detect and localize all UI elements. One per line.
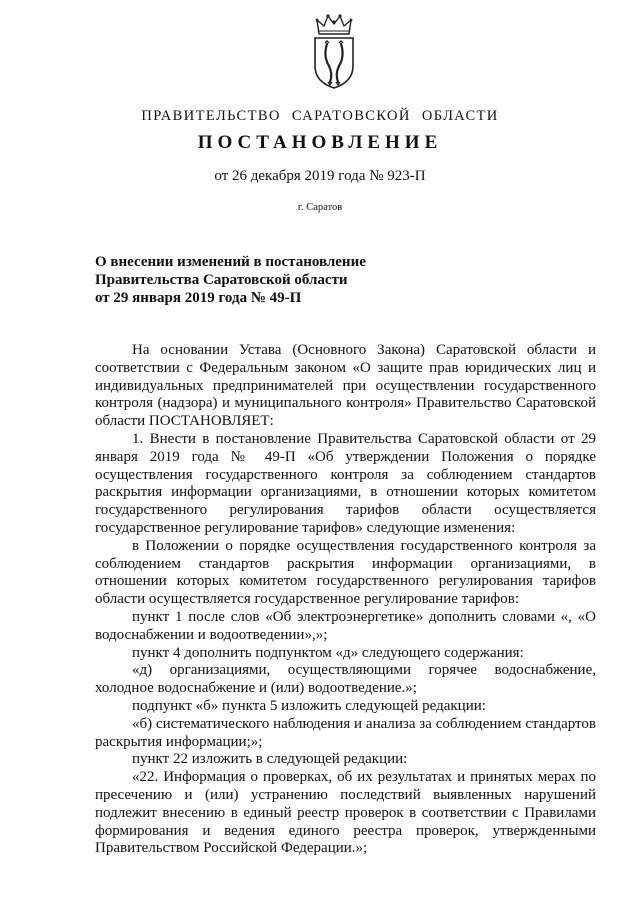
saratov-coat-of-arms-icon: [309, 12, 359, 90]
body-paragraph: «б) систематического наблюдения и анализа за соблюдением стандартов раскрытия информации;»;: [95, 715, 596, 750]
subject-line: О внесении изменений в постановление: [95, 254, 366, 270]
subject-line: Правительства Саратовской области: [95, 272, 348, 288]
body-paragraph: «22. Информация о проверках, об их результатах и принятых мерах по пресечению и (или) устранению последствий выявленных нарушений подлежит внесению в единый реестр проверок в соответствии с Правилами формирования и ведения единого реестра проверок, утвержденными Правительством Российской Федерации.»;: [95, 769, 596, 857]
body-paragraph: пункт 1 после слов «Об электроэнергетике» дополнить словами «, «О водоснабжении и водоотведении»,»;: [95, 608, 596, 643]
subject-line: от 29 января 2019 года № 49-П: [95, 290, 302, 306]
body-paragraph: На основании Устава (Основного Закона) Саратовской области и соответствии с Федеральным законом «О защите прав юридических лиц и индивидуальных предпринимателей при осуществлении государственного контроля (надзора) и муниципального контроля» Правительство Саратовской области ПОСТАНОВЛЯЕТ:: [95, 342, 596, 430]
body-paragraph: в Положении о порядке осуществления государственного контроля за соблюдением стандартов раскрытия информации организациями, в отношении которых комитетом государственного регулирования тарифов области осуществляется государственное регулирование тарифов:: [95, 537, 596, 608]
body-paragraph: «д) организациями, осуществляющими горячее водоснабжение, холодное водоснабжение и (или) водоотведение.»;: [95, 662, 596, 697]
document-type: ПОСТАНОВЛЕНИЕ: [197, 132, 443, 153]
document-subject: [95, 253, 366, 307]
document-date-number: от 26 декабря 2019 года № 923-П: [214, 168, 426, 184]
body-paragraph: 1. Внести в постановление Правительства Саратовской области от 29 января 2019 года № 49-П «Об утверждении Положения о порядке осуществления государственного контроля за соблюдением стандартов раскрытия информации организациями, в отношении которых комитетом государственного регулирования тарифов области осуществляется государственное регулирование тарифов» следующие изменения:: [95, 430, 596, 536]
document-body: [95, 342, 596, 858]
body-paragraph: пункт 4 дополнить подпунктом «д» следующего содержания:: [132, 644, 524, 661]
body-paragraph: подпункт «б» пункта 5 изложить следующей редакции:: [132, 697, 486, 714]
government-name: ПРАВИТЕЛЬСТВО САРАТОВСКОЙ ОБЛАСТИ: [141, 108, 499, 124]
body-paragraph: пункт 22 изложить в следующей редакции:: [132, 751, 408, 768]
document-city: г. Саратов: [297, 202, 343, 213]
